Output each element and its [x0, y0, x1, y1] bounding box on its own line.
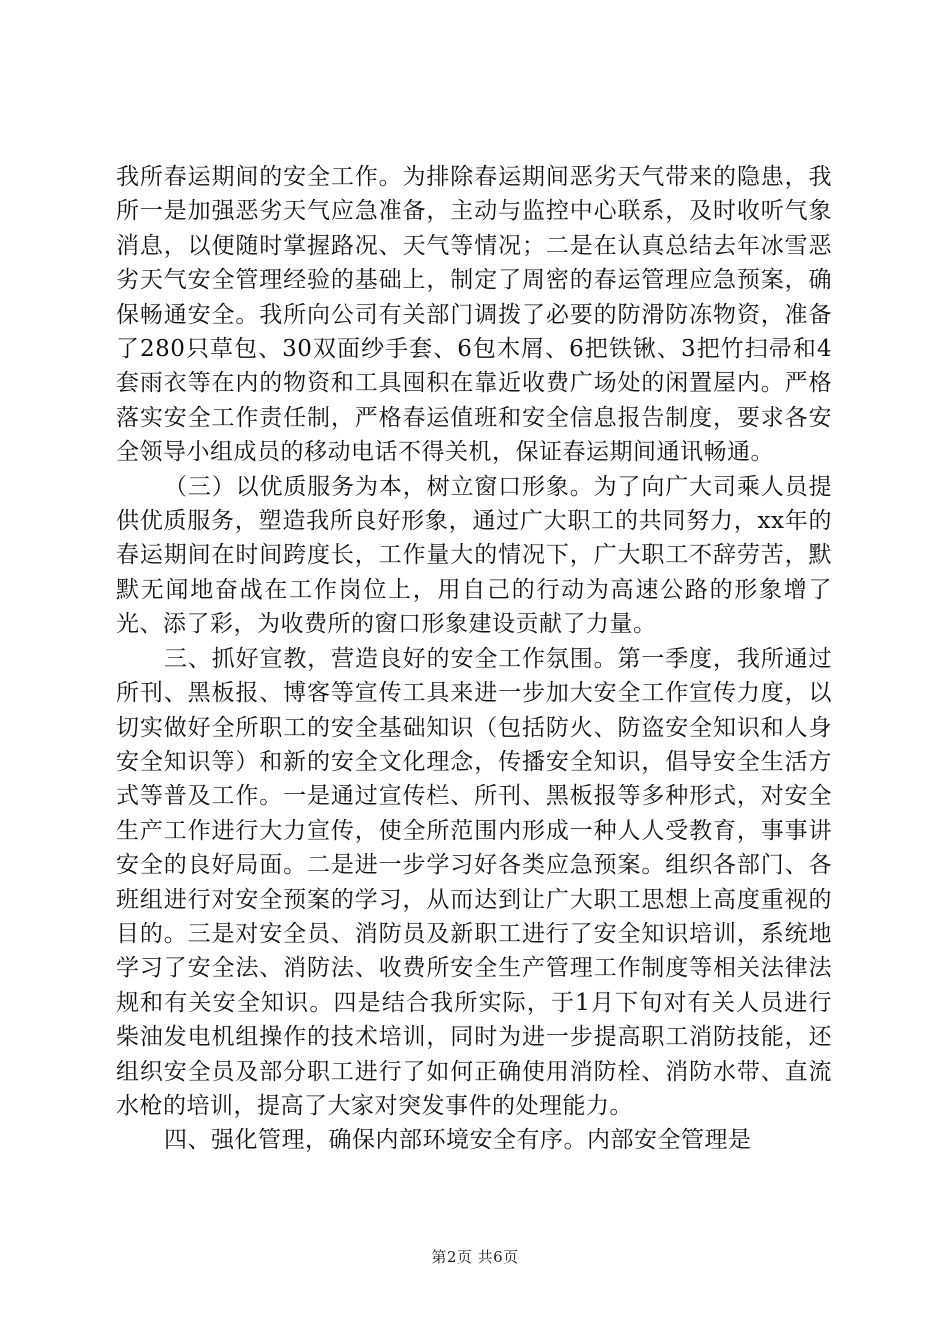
paragraph-2: （三）以优质服务为本，树立窗口形象。为了向广大司乘人员提供优质服务，塑造我所良好形象，通过广大职工的共同努力，xx年的春运期间在时间跨度长，工作量大的情况下，广大职工不辞劳苦，默默无闻地奋战在工作岗位上，用自己的行动为高速公路的形象增了光、添了彩，为收费所的窗口形象建设贡献了力量。	[116, 473, 832, 638]
body-text	[116, 160, 832, 1158]
page-number-footer: 第2页 共6页	[431, 1248, 519, 1266]
paragraph-3: 三、抓好宣教，营造良好的安全工作氛围。第一季度，我所通过所刊、黑板报、博客等宣传工具来进一步加大安全工作宣传力度，以切实做好全所职工的安全基础知识（包括防火、防盗安全知识和人身安全知识等）和新的安全文化理念，传播安全知识，倡导安全生活方式等普及工作。一是通过宣传栏、所刊、黑板报等多种形式，对安全生产工作进行大力宣传，使全所范围内形成一种人人受教育，事事讲安全的良好局面。二是进一步学习好各类应急预案。组织各部门、各班组进行对安全预案的学习，从而达到让广大职工思想上高度重视的目的。三是对安全员、消防员及新职工进行了安全知识培训，系统地学习了安全法、消防法、收费所安全生产管理工作制度等相关法律法规和有关安全知识。四是结合我所实际，于1月下旬对有关人员进行柴油发电机组操作的技术培训，同时为进一步提高职工消防技能，还组织安全员及部分职工进行了如何正确使用消防栓、消防水带、直流水枪的培训，提高了大家对突发事件的处理能力。	[116, 645, 832, 1119]
paragraph-1: 我所春运期间的安全工作。为排除春运期间恶劣天气带来的隐患，我所一是加强恶劣天气应急准备，主动与监控中心联系，及时收听气象消息，以便随时掌握路况、天气等情况；二是在认真总结去年冰雪恶劣天气安全管理经验的基础上，制定了周密的春运管理应急预案，确保畅通安全。我所向公司有关部门调拨了必要的防滑防冻物资，准备了280只草包、30双面纱手套、6包木屑、6把铁锹、3把竹扫帚和4套雨衣等在内的物资和工具囤积在靠近收费广场处的闲置屋内。严格落实安全工作责任制，严格春运值班和安全信息报告制度，要求各安全领导小组成员的移动电话不得关机，保证春运期间通讯畅通。	[116, 164, 832, 466]
paragraph-4: 四、强化管理，确保内部环境安全有序。内部安全管理是	[164, 1127, 752, 1154]
